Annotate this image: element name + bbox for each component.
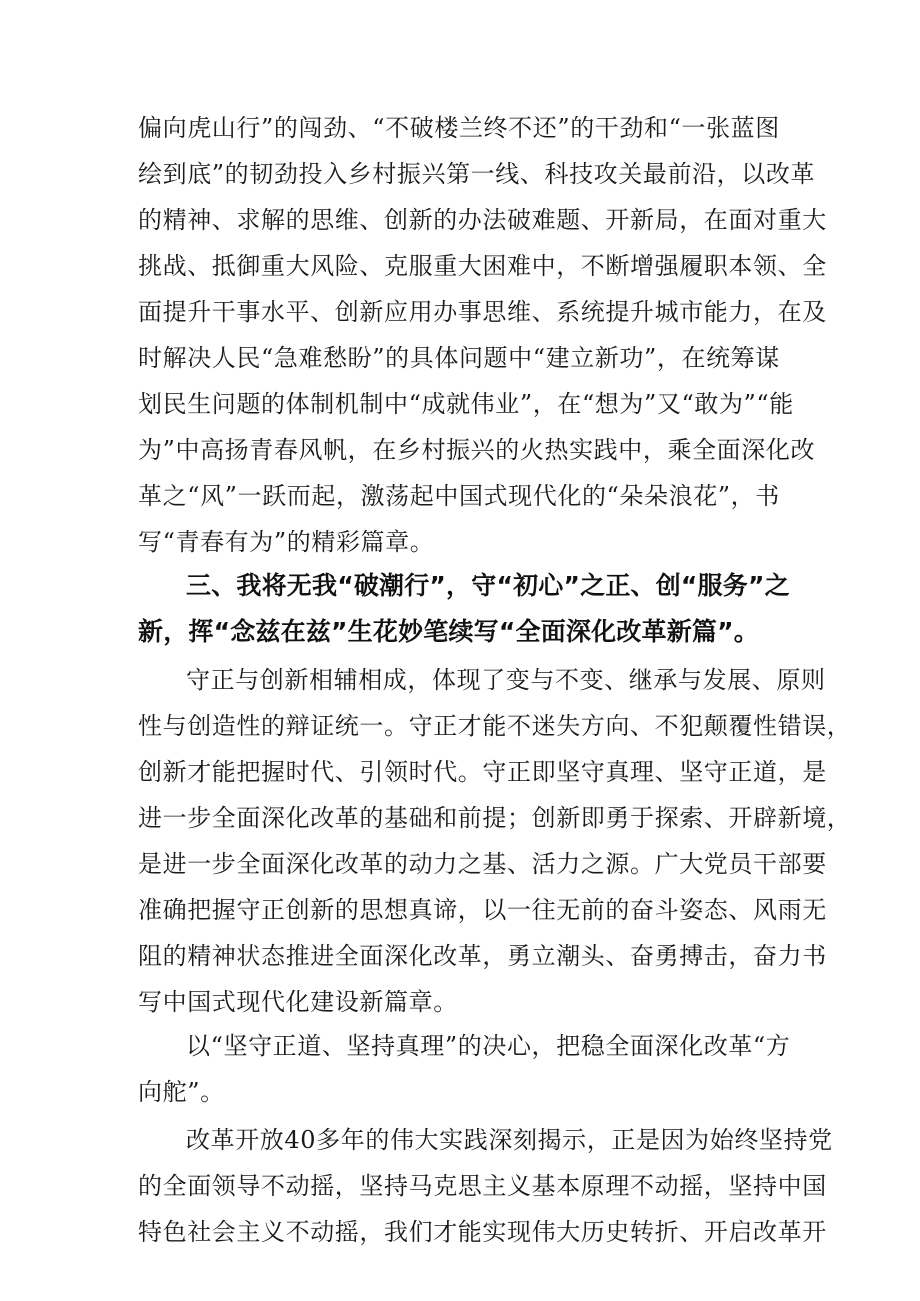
paragraph-line: 的精神、求解的思维、创新的办法破难题、开新局，在面对重大 (138, 206, 827, 234)
paragraph-line: 划民生问题的体制机制中“成就伟业”，在“想为”又“敢为”“能 (138, 390, 794, 418)
paragraph-line: 以“坚守正道、坚持真理”的决心，把稳全面深化改革“方 (186, 1032, 791, 1060)
section-heading-line: 新，挥“念兹在兹”生花妙笔续写“全面深化改革新篇”。 (138, 617, 759, 646)
paragraph-line: 绘到底”的韧劲投入乡村振兴第一线、科技攻关最前沿，以改革 (138, 160, 816, 188)
paragraph-line: 为”中高扬青春风帆，在乡村振兴的火热实践中，乘全面深化改 (138, 436, 816, 464)
paragraph-line: 是进一步全面深化改革的动力之基、活力之源。广大党员干部要 (138, 850, 827, 878)
paragraph-line: 革之“风”一跃而起，激荡起中国式现代化的“朵朵浪花”，书 (138, 482, 780, 510)
paragraph-line: 写“青春有为”的精彩篇章。 (138, 528, 435, 556)
paragraph-line: 向舵”。 (138, 1078, 225, 1106)
paragraph-line: 性与创造性的辩证统一。守正才能不迷失方向、不犯颠覆性错误， (138, 712, 852, 740)
section-heading-line: 三、我将无我“破潮行”，守“初心”之正、创“服务”之 (186, 571, 790, 600)
paragraph-line: 面提升干事水平、创新应用办事思维、系统提升城市能力，在及 (138, 298, 827, 326)
paragraph-line: 时解决人民“急难愁盼”的具体问题中“建立新功”，在统筹谋 (138, 344, 780, 372)
paragraph-line: 创新才能把握时代、引领时代。守正即坚守真理、坚守正道，是 (138, 758, 827, 786)
paragraph-line: 偏向虎山行”的闯劲、“不破楼兰终不还”的干劲和“一张蓝图 (138, 114, 780, 142)
paragraph-line: 准确把握守正创新的思想真谛，以一往无前的奋斗姿态、风雨无 (138, 896, 827, 924)
paragraph-line: 阻的精神状态推进全面深化改革，勇立潮头、奋勇搏击，奋力书 (138, 942, 827, 970)
paragraph-line: 守正与创新相辅相成，体现了变与不变、继承与发展、原则 (186, 666, 826, 694)
paragraph-line: 特色社会主义不动摇，我们才能实现伟大历史转折、开启改革开 (138, 1218, 827, 1246)
paragraph-line: 进一步全面深化改革的基础和前提；创新即勇于探索、开辟新境， (138, 804, 852, 832)
paragraph-line: 写中国式现代化建设新篇章。 (138, 988, 458, 1016)
paragraph-line: 的全面领导不动摇，坚持马克思主义基本原理不动摇，坚持中国 (138, 1172, 827, 1200)
paragraph-line: 挑战、抵御重大风险、克服重大困难中，不断增强履职本领、全 (138, 252, 827, 280)
paragraph-line: 改革开放40多年的伟大实践深刻揭示，正是因为始终坚持党 (186, 1126, 833, 1154)
